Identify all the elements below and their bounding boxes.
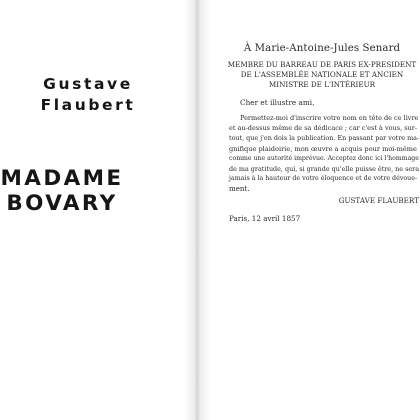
dedicatee-credentials xyxy=(226,60,418,90)
author-name xyxy=(0,74,176,116)
author-last-name: Flaubert xyxy=(40,96,136,114)
body-line: Permettez-moi d'inscrire votre nom en tête de ce livre xyxy=(240,114,419,122)
credentials-line: DE L'ASSEMBLÉE NATIONALE ET ANCIEN xyxy=(240,70,404,79)
dedicatee-heading: À Marie-Antoine-Jules Senard xyxy=(243,43,401,54)
signature: GUSTAVE FLAUBERT xyxy=(338,196,419,205)
credentials-line: MINISTRE DE L'INTÉRIEUR xyxy=(268,80,376,89)
author-first-name: Gustave xyxy=(43,75,133,93)
body-line: comme une autorité imprévue. Acceptez donc ici l'hommage xyxy=(229,154,419,162)
dateline: Paris, 12 avril 1857 xyxy=(229,214,301,223)
credentials-line: MEMBRE DU BARREAU DE PARIS EX-PRESIDENT xyxy=(227,60,417,69)
dedication-body xyxy=(229,113,419,195)
salutation: Cher et illustre ami, xyxy=(240,98,315,107)
left-page xyxy=(0,0,196,420)
book-title xyxy=(0,166,124,216)
book-gutter xyxy=(184,0,210,420)
body-line: gnifique plaidoirie, mon œuvre a acquis pour moi-même xyxy=(229,144,417,153)
body-line: ment. xyxy=(229,184,250,194)
body-line: et au-dessus même de sa dédicace ; car c'est à vous, sur- xyxy=(229,124,418,133)
body-line: de ma gratitude, qui, si grande qu'elle puisse être, ne sera xyxy=(229,165,420,174)
body-line: jamais à la hauteur de votre éloquence et de votre dévoue- xyxy=(229,175,418,183)
book-title-line-1: MADAME xyxy=(0,166,124,191)
book-title-line-2: BOVARY xyxy=(6,191,118,216)
body-line: tout, que j'en dois la publication. En passant par votre ma- xyxy=(229,134,420,143)
